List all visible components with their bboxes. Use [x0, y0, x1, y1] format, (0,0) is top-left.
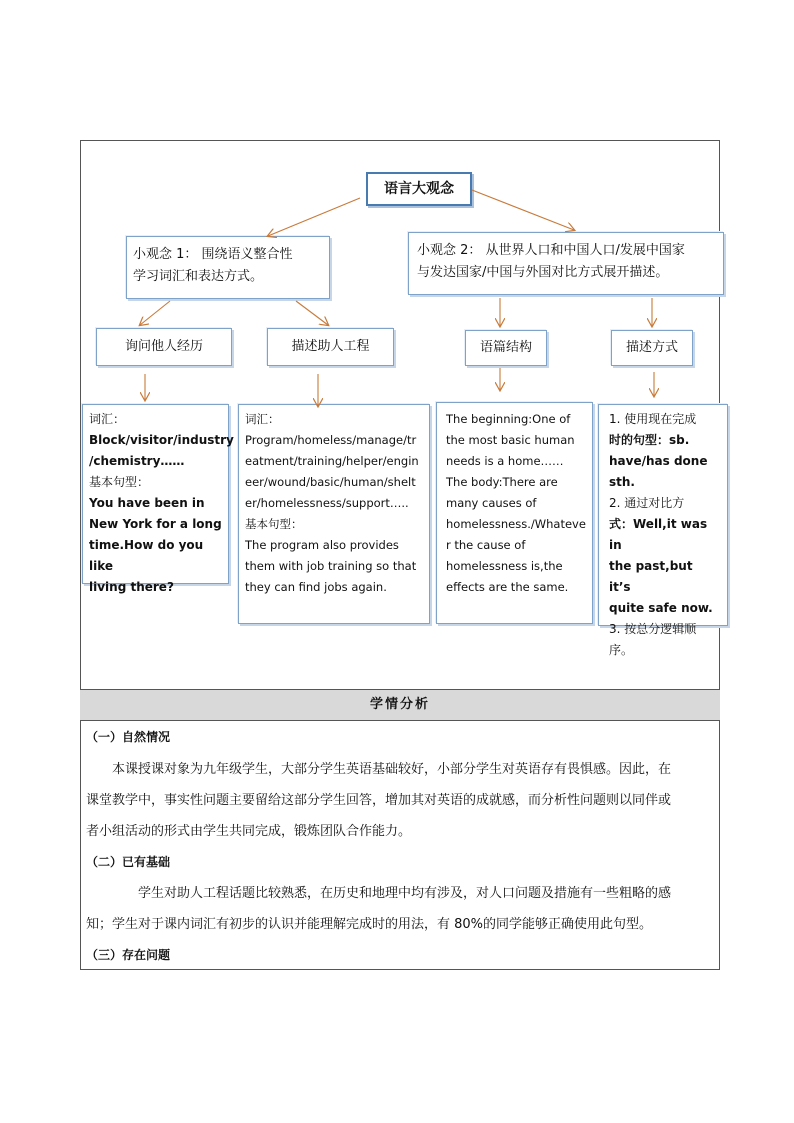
section-2-line: 学生对助人工程话题比较熟悉，在历史和地理中均有涉及，对人口问题及措施有一些粗略的感	[138, 886, 672, 901]
box3-line: needs is a home……	[446, 454, 564, 468]
box2-line: Program/homeless/manage/tr	[245, 433, 417, 447]
section-2-line: 知；学生对于课内词汇有初步的认识并能理解完成时的用法，有 80%的同学能够正确使用此句型。	[86, 917, 653, 932]
content-box-4	[598, 404, 728, 657]
box1-line: New York for a long	[89, 517, 222, 531]
content-box-2	[238, 404, 430, 624]
box2-line: The program also provides	[245, 538, 399, 552]
section-1-body	[86, 754, 716, 847]
box4-line: 序。	[609, 643, 634, 657]
box2-line: 基本句型：	[245, 517, 303, 531]
label-describe-project: 描述助人工程	[267, 328, 394, 366]
box1-line: /chemistry……	[89, 454, 185, 468]
box2-line: eatment/training/helper/engin	[245, 454, 419, 468]
section-2-body	[86, 878, 716, 940]
section-1-line: 者小组活动的形式由学生共同完成，锻炼团队合作能力。	[86, 824, 412, 839]
box4-line: 2. 通过对比方	[609, 496, 685, 510]
box3-line: r the cause of	[446, 538, 526, 552]
label-discourse-structure: 语篇结构	[465, 330, 547, 366]
box1-line: You have been in	[89, 496, 205, 510]
box1-line: Block/visitor/industry	[89, 433, 234, 447]
sub-idea-2-box	[408, 232, 724, 295]
section-2-title: （二）已有基础	[86, 855, 171, 869]
section-1-line: 课堂教学中，事实性问题主要留给这部分学生回答，增加其对英语的成就感，而分析性问题则以同伴或	[86, 793, 672, 808]
box4-line: have/has done	[609, 454, 708, 468]
box4-line: sth.	[609, 475, 635, 489]
box1-line: living there?	[89, 580, 174, 594]
box2-line: eer/wound/basic/human/shelt	[245, 475, 416, 489]
box3-line: The beginning:One of	[446, 412, 571, 426]
box2-line: er/homelessness/support…..	[245, 496, 409, 510]
box3-line: effects are the same.	[446, 580, 569, 594]
box3-line: the most basic human	[446, 433, 575, 447]
sub-idea-2-line: 与发达国家/中国与外国对比方式展开描述。	[417, 265, 669, 280]
box3-line: The body:There are	[446, 475, 558, 489]
sub-idea-1-box	[126, 236, 330, 299]
box3-line: homelessness./Whateve	[446, 517, 586, 531]
box1-line: time.How do you like	[89, 538, 204, 573]
box4-line: 式：Well,it was in	[609, 517, 708, 552]
box2-line: 词汇：	[245, 412, 280, 426]
content-box-1	[82, 404, 234, 594]
box4-line: the past,but it’s	[609, 559, 693, 594]
box3-line: homelessness is,the	[446, 559, 563, 573]
label-ask-experience: 询问他人经历	[96, 328, 232, 366]
content-box-3	[436, 402, 593, 624]
box4-line: 时的句型：sb.	[609, 433, 690, 447]
label-description-method: 描述方式	[611, 330, 693, 366]
sub-idea-1-line: 小观念 1： 围绕语义整合性	[133, 247, 293, 262]
box3-line: many causes of	[446, 496, 537, 510]
box4-line: quite safe now.	[609, 601, 713, 615]
section-1-line: 本课授课对象为九年级学生，大部分学生英语基础较好，小部分学生对英语存有畏惧感。因此，在	[112, 762, 672, 777]
box1-line: 基本句型：	[89, 475, 150, 489]
section-3-title: （三）存在问题	[86, 948, 171, 962]
analysis-heading: 学情分析	[80, 689, 720, 721]
box4-line: 3. 按总分逻辑顺	[609, 622, 697, 636]
box4-line: 1. 使用现在完成	[609, 412, 697, 426]
box1-line: 词汇：	[89, 412, 126, 426]
sub-idea-1-line: 学习词汇和表达方式。	[133, 269, 264, 284]
box2-line: they can find jobs again.	[245, 580, 387, 594]
sub-idea-2-line: 小观念 2： 从世界人口和中国人口/发展中国家	[417, 243, 685, 258]
section-1-title: （一）自然情况	[86, 730, 171, 744]
box2-line: them with job training so that	[245, 559, 417, 573]
language-big-idea-box: 语言大观念	[366, 172, 472, 206]
